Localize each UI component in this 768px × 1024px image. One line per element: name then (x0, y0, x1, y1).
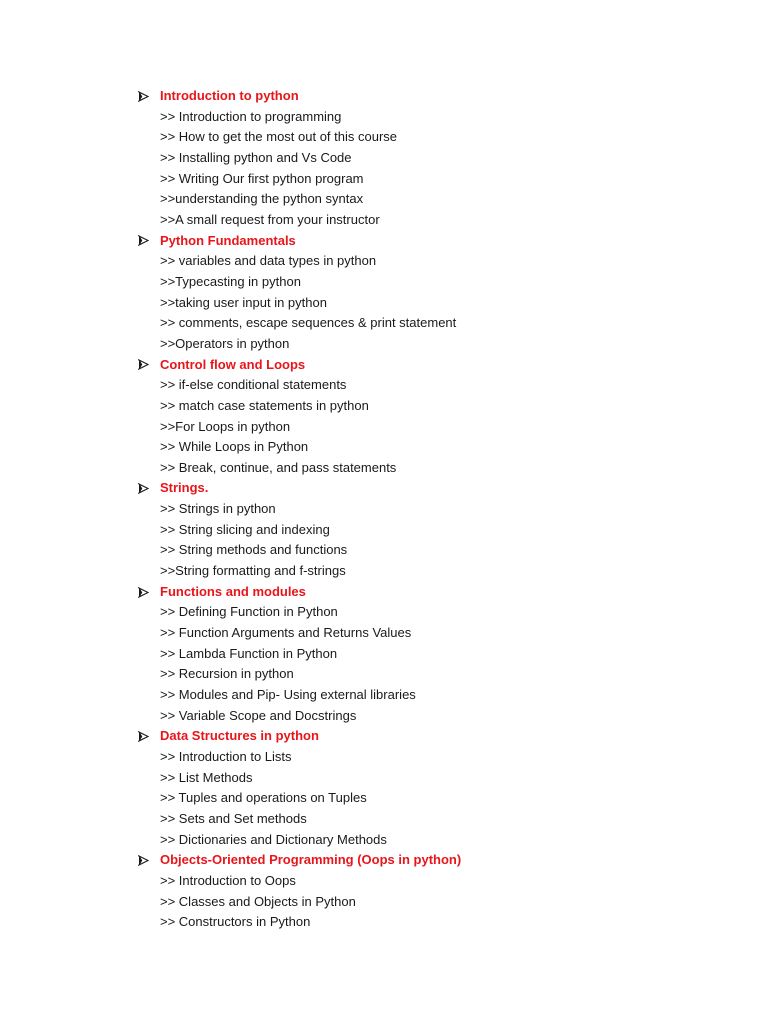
section-heading (136, 582, 736, 603)
outline-item: >> Installing python and Vs Code (160, 149, 352, 165)
arrowhead-bullet-icon (136, 355, 150, 376)
section-heading (136, 726, 736, 747)
outline-item: >>taking user input in python (160, 294, 327, 310)
section-heading-text: Python Fundamentals (160, 232, 296, 248)
section-heading (136, 850, 736, 871)
outline-item: >>understanding the python syntax (160, 191, 364, 207)
outline-item: >>For Loops in python (160, 418, 291, 434)
arrowhead-bullet-icon (136, 478, 150, 499)
outline-item: >> List Methods (160, 769, 253, 785)
section-heading-text: Strings. (160, 480, 209, 496)
outline-item: >> Variable Scope and Docstrings (160, 707, 357, 723)
outline-item: >> comments, escape sequences & print statement (160, 315, 457, 331)
outline-item: >>String formatting and f-strings (160, 563, 346, 579)
course-outline (136, 86, 736, 933)
section-heading (136, 478, 736, 499)
section-heading-text: Data Structures in python (160, 728, 319, 744)
outline-item: >> String slicing and indexing (160, 521, 330, 537)
outline-item: >> Constructors in Python (160, 914, 311, 930)
outline-item: >> Recursion in python (160, 666, 294, 682)
outline-item: >> Defining Function in Python (160, 604, 338, 620)
section-heading-text: Control flow and Loops (160, 356, 306, 372)
outline-item: >> Introduction to programming (160, 108, 342, 124)
outline-item: >> String methods and functions (160, 542, 348, 558)
outline-item: >> Tuples and operations on Tuples (160, 790, 367, 806)
arrowhead-bullet-icon (136, 850, 150, 871)
section-heading-text: Functions and modules (160, 583, 306, 599)
outline-section (136, 582, 736, 727)
outline-item: >> Writing Our first python program (160, 170, 364, 186)
outline-item: >> Classes and Objects in Python (160, 893, 356, 909)
outline-item: >>Typecasting in python (160, 273, 301, 289)
arrowhead-bullet-icon (136, 231, 150, 252)
outline-section (136, 231, 736, 355)
outline-section (136, 478, 736, 581)
outline-item: >> Sets and Set methods (160, 810, 307, 826)
outline-item: >> Introduction to Oops (160, 872, 296, 888)
arrowhead-bullet-icon (136, 726, 150, 747)
outline-section (136, 355, 736, 479)
outline-item: >> Break, continue, and pass statements (160, 459, 397, 475)
outline-section (136, 726, 736, 850)
outline-item: >> Function Arguments and Returns Values (160, 625, 412, 641)
section-heading-text: Objects-Oriented Programming (Oops in python) (160, 852, 462, 868)
outline-item: >> variables and data types in python (160, 253, 377, 269)
outline-item: >> Dictionaries and Dictionary Methods (160, 831, 387, 847)
section-heading (136, 86, 736, 107)
outline-item: >> Lambda Function in Python (160, 645, 338, 661)
outline-item: >>Operators in python (160, 335, 290, 351)
outline-section (136, 850, 736, 933)
section-heading (136, 231, 736, 252)
outline-item: >> Introduction to Lists (160, 749, 292, 764)
outline-item: >> While Loops in Python (160, 439, 309, 455)
outline-item: >> How to get the most out of this course (160, 129, 398, 145)
arrowhead-bullet-icon (136, 582, 150, 603)
outline-item: >>A small request from your instructor (160, 211, 380, 227)
outline-section (136, 86, 736, 231)
outline-item: >> Modules and Pip- Using external libraries (160, 687, 416, 703)
outline-item: >> if-else conditional statements (160, 377, 347, 393)
outline-item: >> Strings in python (160, 501, 276, 517)
arrowhead-bullet-icon (136, 86, 150, 107)
section-heading (136, 355, 736, 376)
outline-item: >> match case statements in python (160, 397, 369, 413)
section-heading-text: Introduction to python (160, 88, 299, 103)
